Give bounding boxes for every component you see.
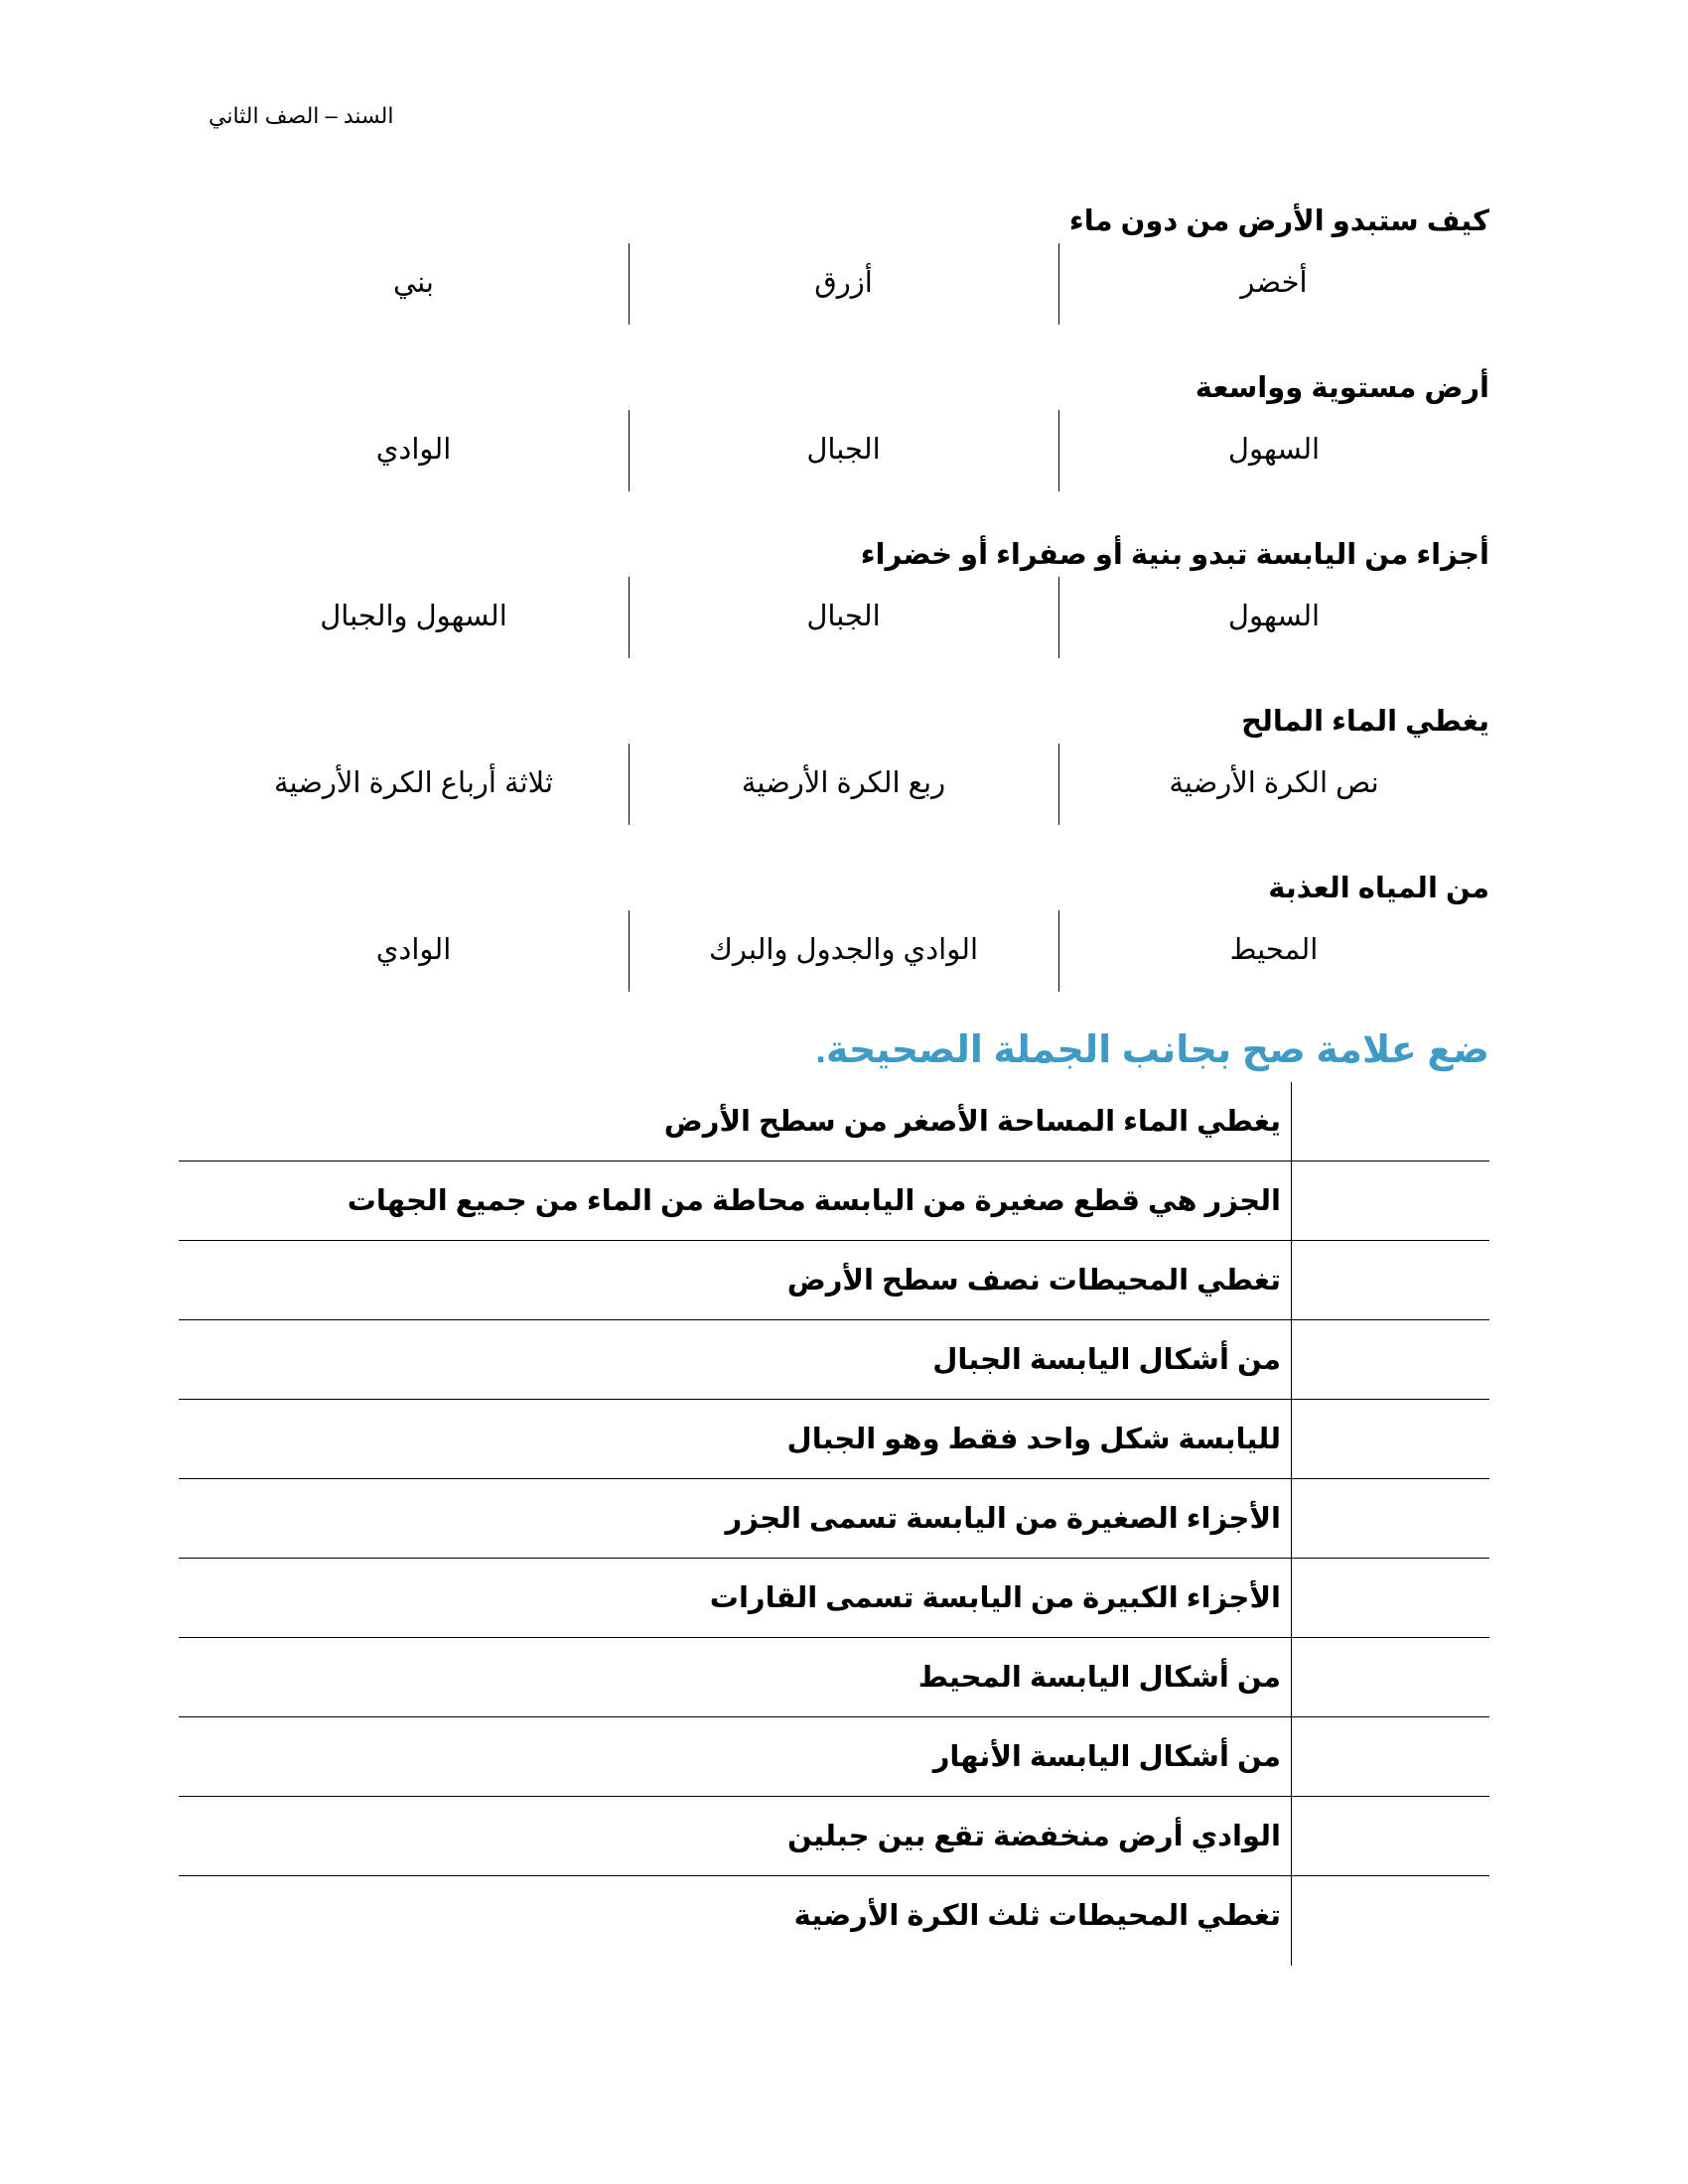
choice-option[interactable]: السهول (1227, 434, 1321, 466)
check-cell[interactable] (1292, 1559, 1489, 1637)
statement-text: تغطي المحيطات ثلث الكرة الأرضية (793, 1900, 1281, 1932)
check-cell[interactable] (1292, 1876, 1489, 1955)
section-title: ضع علامة صح بجانب الجملة الصحيحة. (815, 1029, 1489, 1071)
choices-row (0, 410, 1688, 491)
choice-option[interactable]: الوادي (375, 434, 452, 466)
check-cell[interactable] (1292, 1241, 1489, 1319)
statement-text: من أشكال اليابسة الجبال (932, 1344, 1281, 1376)
table-row (179, 1638, 1489, 1717)
divider (629, 243, 630, 325)
table-row (179, 1559, 1489, 1638)
check-cell[interactable] (1292, 1638, 1489, 1716)
divider (1058, 910, 1059, 992)
statement-text: الأجزاء الصغيرة من اليابسة تسمى الجزر (725, 1503, 1281, 1535)
table-row (179, 1717, 1489, 1797)
statement-text: الأجزاء الكبيرة من اليابسة تسمى القارات (709, 1582, 1281, 1614)
statement-text: لليابسة شكل واحد فقط وهو الجبال (786, 1424, 1281, 1455)
divider (629, 744, 630, 825)
check-cell[interactable] (1292, 1479, 1489, 1558)
check-cell[interactable] (1292, 1717, 1489, 1796)
question-text: كيف ستبدو الأرض من دون ماء (1068, 205, 1489, 237)
question-text: أجزاء من اليابسة تبدو بنية أو صفراء أو خضراء (860, 539, 1489, 571)
table-row (179, 1082, 1489, 1161)
table-row (179, 1797, 1489, 1876)
choice-option[interactable]: المحيط (1229, 934, 1319, 966)
choice-option[interactable]: ربع الكرة الأرضية (741, 767, 946, 799)
question-text: من المياه العذبة (1268, 873, 1489, 904)
choice-option[interactable]: أزرق (814, 267, 873, 299)
statement-text: يغطي الماء المساحة الأصغر من سطح الأرض (663, 1106, 1281, 1138)
choice-option[interactable]: نص الكرة الأرضية (1169, 767, 1379, 799)
divider (629, 577, 630, 658)
choices-row (0, 910, 1688, 992)
divider (1058, 577, 1059, 658)
check-cell[interactable] (1292, 1400, 1489, 1478)
check-cell[interactable] (1292, 1797, 1489, 1875)
choice-option[interactable]: الوادي والجدول والبرك (708, 934, 979, 966)
statement-text: تغطي المحيطات نصف سطح الأرض (786, 1265, 1281, 1297)
table-row (179, 1876, 1489, 1956)
statement-text: الوادي أرض منخفضة تقع بين جبلين (787, 1821, 1281, 1852)
choice-option[interactable]: السهول والجبال (320, 601, 507, 632)
table-row (179, 1400, 1489, 1479)
choice-option[interactable]: ثلاثة أرباع الكرة الأرضية (273, 767, 554, 799)
divider (1058, 243, 1059, 325)
choices-row (0, 744, 1688, 825)
table-row (179, 1241, 1489, 1320)
divider (629, 910, 630, 992)
statement-text: من أشكال اليابسة المحيط (917, 1662, 1281, 1694)
statement-text: الجزر هي قطع صغيرة من اليابسة محاطة من الماء من جميع الجهات (347, 1185, 1281, 1217)
choice-option[interactable]: الجبال (806, 434, 881, 466)
table-row (179, 1161, 1489, 1241)
table-row (179, 1320, 1489, 1400)
divider (1058, 410, 1059, 491)
true-false-table (179, 1082, 1489, 1966)
divider (629, 410, 630, 491)
question-text: يغطي الماء المالح (1241, 706, 1489, 738)
check-cell[interactable] (1292, 1320, 1489, 1399)
divider (1058, 744, 1059, 825)
choice-option[interactable]: بني (393, 267, 434, 299)
choice-option[interactable]: الوادي (375, 934, 452, 966)
question-text: أرض مستوية وواسعة (1195, 372, 1489, 404)
choices-row (0, 577, 1688, 658)
check-cell[interactable] (1292, 1082, 1489, 1160)
check-cell[interactable] (1292, 1161, 1489, 1240)
statement-text: من أشكال اليابسة الأنهار (932, 1741, 1281, 1773)
page-header: السند – الصف الثاني (209, 103, 394, 128)
table-row (179, 1479, 1489, 1559)
choice-option[interactable]: الجبال (806, 601, 881, 632)
choices-row (0, 243, 1688, 325)
choice-option[interactable]: أخضر (1240, 267, 1308, 299)
choice-option[interactable]: السهول (1227, 601, 1321, 632)
